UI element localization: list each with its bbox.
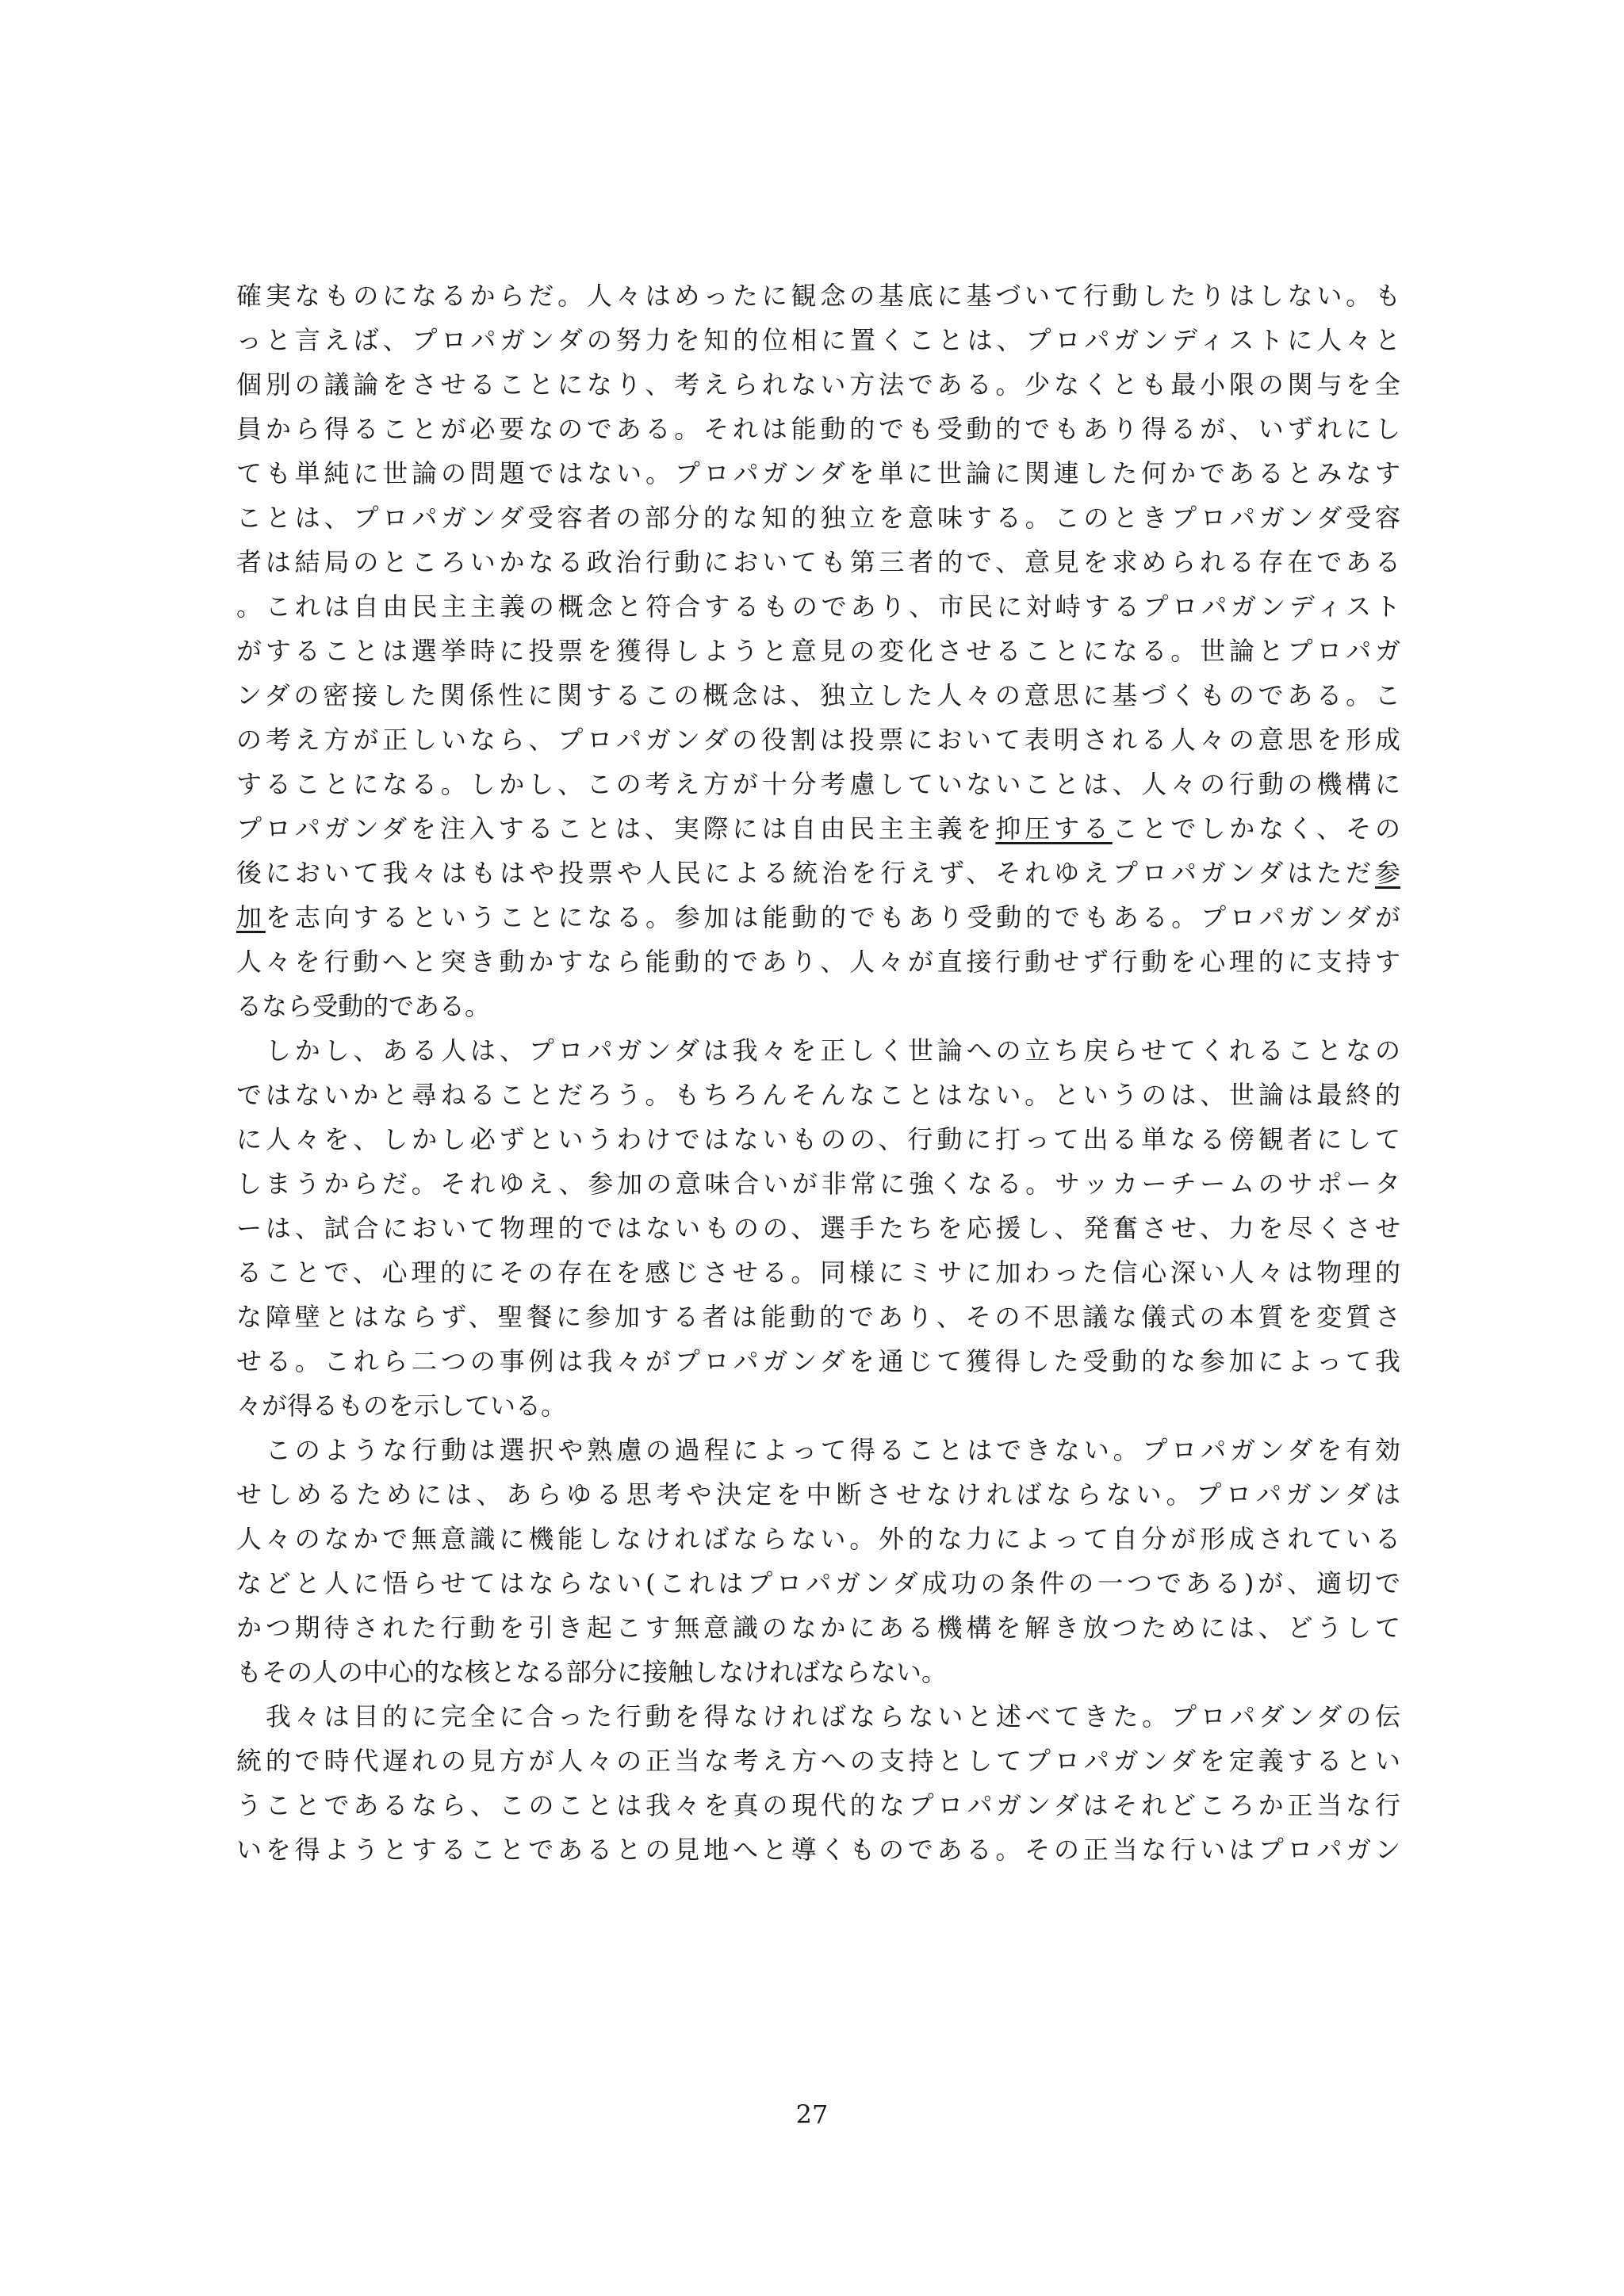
text-segment: プロパガンダを注入することは、実際には自由民主主義を bbox=[236, 813, 996, 844]
text-segment: ではないかと尋ねることだろう。もちろんそんなことはない。というのは、世論は最終的 bbox=[236, 1080, 1400, 1110]
text-segment: ーは、試合において物理的ではないものの、選手たちを応援し、発奮させ、力を尽くさせ bbox=[236, 1213, 1400, 1243]
text-segment: るなら受動的である。 bbox=[236, 991, 491, 1021]
text-segment: しかし、ある人は、プロパガンダは我々を正しく世論への立ち戻らせてくれることなの bbox=[236, 1035, 1400, 1066]
text-line bbox=[236, 451, 1400, 496]
text-segment: いを得ようとすることであるとの見地へと導くものである。その正当な行いはプロパガン bbox=[236, 1835, 1400, 1865]
text-line bbox=[236, 851, 1400, 895]
text-line bbox=[236, 673, 1400, 718]
text-line bbox=[236, 629, 1400, 673]
text-line bbox=[236, 1250, 1400, 1295]
text-segment: 人々のなかで無意識に機能しなければならない。外的な力によって自分が形成されている bbox=[236, 1524, 1400, 1554]
text-line bbox=[236, 1028, 1400, 1073]
text-line bbox=[236, 318, 1400, 362]
text-line bbox=[236, 1739, 1400, 1783]
text-segment: 統的で時代遅れの見方が人々の正当な考え方への支持としてプロパガンダを定義するとい bbox=[236, 1746, 1400, 1776]
text-segment: かつ期待された行動を引き起こす無意識のなかにある機構を解き放つためには、どうして bbox=[236, 1613, 1400, 1643]
underlined-text: 抑圧する bbox=[995, 813, 1113, 844]
text-line bbox=[236, 1383, 1400, 1428]
text-segment: もその人の中心的な核となる部分に接触しなければならない。 bbox=[236, 1657, 948, 1687]
paragraph bbox=[236, 1694, 1400, 1872]
text-segment: な障壁とはならず、聖餐に参加する者は能動的であり、その不思議な儀式の本質を変質さ bbox=[236, 1302, 1400, 1332]
text-line bbox=[236, 584, 1400, 629]
text-segment: ことは、プロパガンダ受容者の部分的な知的独立を意味する。このときプロパガンダ受容 bbox=[236, 503, 1400, 533]
text-line bbox=[236, 1117, 1400, 1161]
text-segment: っと言えば、プロパガンダの努力を知的位相に置くことは、プロパガンディストに人々と bbox=[236, 325, 1400, 355]
text-line bbox=[236, 1339, 1400, 1383]
text-line bbox=[236, 496, 1400, 540]
text-line bbox=[236, 806, 1400, 851]
text-line bbox=[236, 1561, 1400, 1605]
text-line bbox=[236, 1783, 1400, 1827]
text-line bbox=[236, 362, 1400, 407]
text-segment: することになる。しかし、この考え方が十分考慮していないことは、人々の行動の機構に bbox=[236, 769, 1400, 799]
text-segment: の考え方が正しいなら、プロパガンダの役割は投票において表明される人々の意思を形成 bbox=[236, 725, 1400, 755]
text-segment: がすることは選挙時に投票を獲得しようと意見の変化させることになる。世論とプロパガ bbox=[236, 636, 1400, 666]
text-segment: に人々を、しかし必ずというわけではないものの、行動に打って出る単なる傍観者にして bbox=[236, 1124, 1400, 1154]
text-line bbox=[236, 1827, 1400, 1872]
text-segment: などと人に悟らせてはならない(これはプロパガンダ成功の条件の一つである)が、適切で bbox=[236, 1568, 1400, 1598]
text-segment: を志向するということになる。参加は能動的でもあり受動的でもある。プロパガンダが bbox=[265, 902, 1400, 932]
text-line bbox=[236, 407, 1400, 451]
text-segment: ることで、心理的にその存在を感じさせる。同様にミサに加わった信心深い人々は物理的 bbox=[236, 1257, 1400, 1288]
text-line bbox=[236, 1605, 1400, 1650]
text-segment: 。これは自由民主主義の概念と符合するものであり、市民に対峙するプロパガンディスト bbox=[236, 591, 1400, 622]
text-line bbox=[236, 984, 1400, 1028]
text-segment: 々が得るものを示している。 bbox=[236, 1391, 567, 1421]
text-segment: ても単純に世論の問題ではない。プロパガンダを単に世論に関連した何かであるとみなす bbox=[236, 458, 1400, 488]
text-segment: 我々は目的に完全に合った行動を得なければならないと述べてきた。プロパダンダの伝 bbox=[236, 1701, 1400, 1732]
text-segment: せしめるためには、あらゆる思考や決定を中断させなければならない。プロパガンダは bbox=[236, 1479, 1400, 1510]
text-line bbox=[236, 1650, 1400, 1694]
text-line bbox=[236, 939, 1400, 984]
text-segment: 員から得ることが必要なのである。それは能動的でも受動的でもあり得るが、いずれにし bbox=[236, 414, 1400, 444]
text-line bbox=[236, 1161, 1400, 1206]
text-line bbox=[236, 762, 1400, 806]
text-segment: 人々を行動へと突き動かすなら能動的であり、人々が直接行動せず行動を心理的に支持す bbox=[236, 947, 1400, 977]
text-segment: ことでしかなく、その bbox=[1112, 813, 1400, 844]
text-segment: 確実なものになるからだ。人々はめったに観念の基底に基づいて行動したりはしない。も bbox=[236, 281, 1400, 311]
paragraph bbox=[236, 274, 1400, 1028]
text-line bbox=[236, 1517, 1400, 1561]
text-segment: せる。これら二つの事例は我々がプロパガンダを通じて獲得した受動的な参加によって我 bbox=[236, 1346, 1400, 1376]
text-line bbox=[236, 1694, 1400, 1739]
text-segment: 個別の議論をさせることになり、考えられない方法である。少なくとも最小限の関与を全 bbox=[236, 369, 1400, 400]
text-segment: このような行動は選択や熟慮の過程によって得ることはできない。プロパガンダを有効 bbox=[236, 1435, 1400, 1465]
underlined-text: 加 bbox=[236, 902, 266, 932]
text-line bbox=[236, 1206, 1400, 1250]
text-line bbox=[236, 1472, 1400, 1517]
text-line bbox=[236, 540, 1400, 584]
text-segment: 後において我々はもはや投票や人民による統治を行えず、それゆえプロパガンダはただ bbox=[236, 858, 1375, 888]
text-segment: ンダの密接した関係性に関するこの概念は、独立した人々の意思に基づくものである。こ bbox=[236, 680, 1400, 710]
text-line bbox=[236, 895, 1400, 939]
text-segment: しまうからだ。それゆえ、参加の意味合いが非常に強くなる。サッカーチームのサポータ bbox=[236, 1169, 1400, 1199]
text-line bbox=[236, 1073, 1400, 1117]
page-number: 27 bbox=[795, 2099, 829, 2130]
text-segment: うことであるなら、このことは我々を真の現代的なプロパガンダはそれどころか正当な行 bbox=[236, 1790, 1400, 1820]
text-line bbox=[236, 274, 1400, 318]
text-line bbox=[236, 1428, 1400, 1472]
text-segment: 者は結局のところいかなる政治行動においても第三者的で、意見を求められる存在である bbox=[236, 547, 1400, 577]
text-line bbox=[236, 718, 1400, 762]
underlined-text: 参 bbox=[1374, 858, 1400, 888]
text-line bbox=[236, 1295, 1400, 1339]
paragraph bbox=[236, 1428, 1400, 1694]
page-body bbox=[236, 274, 1400, 1872]
paragraph bbox=[236, 1028, 1400, 1428]
